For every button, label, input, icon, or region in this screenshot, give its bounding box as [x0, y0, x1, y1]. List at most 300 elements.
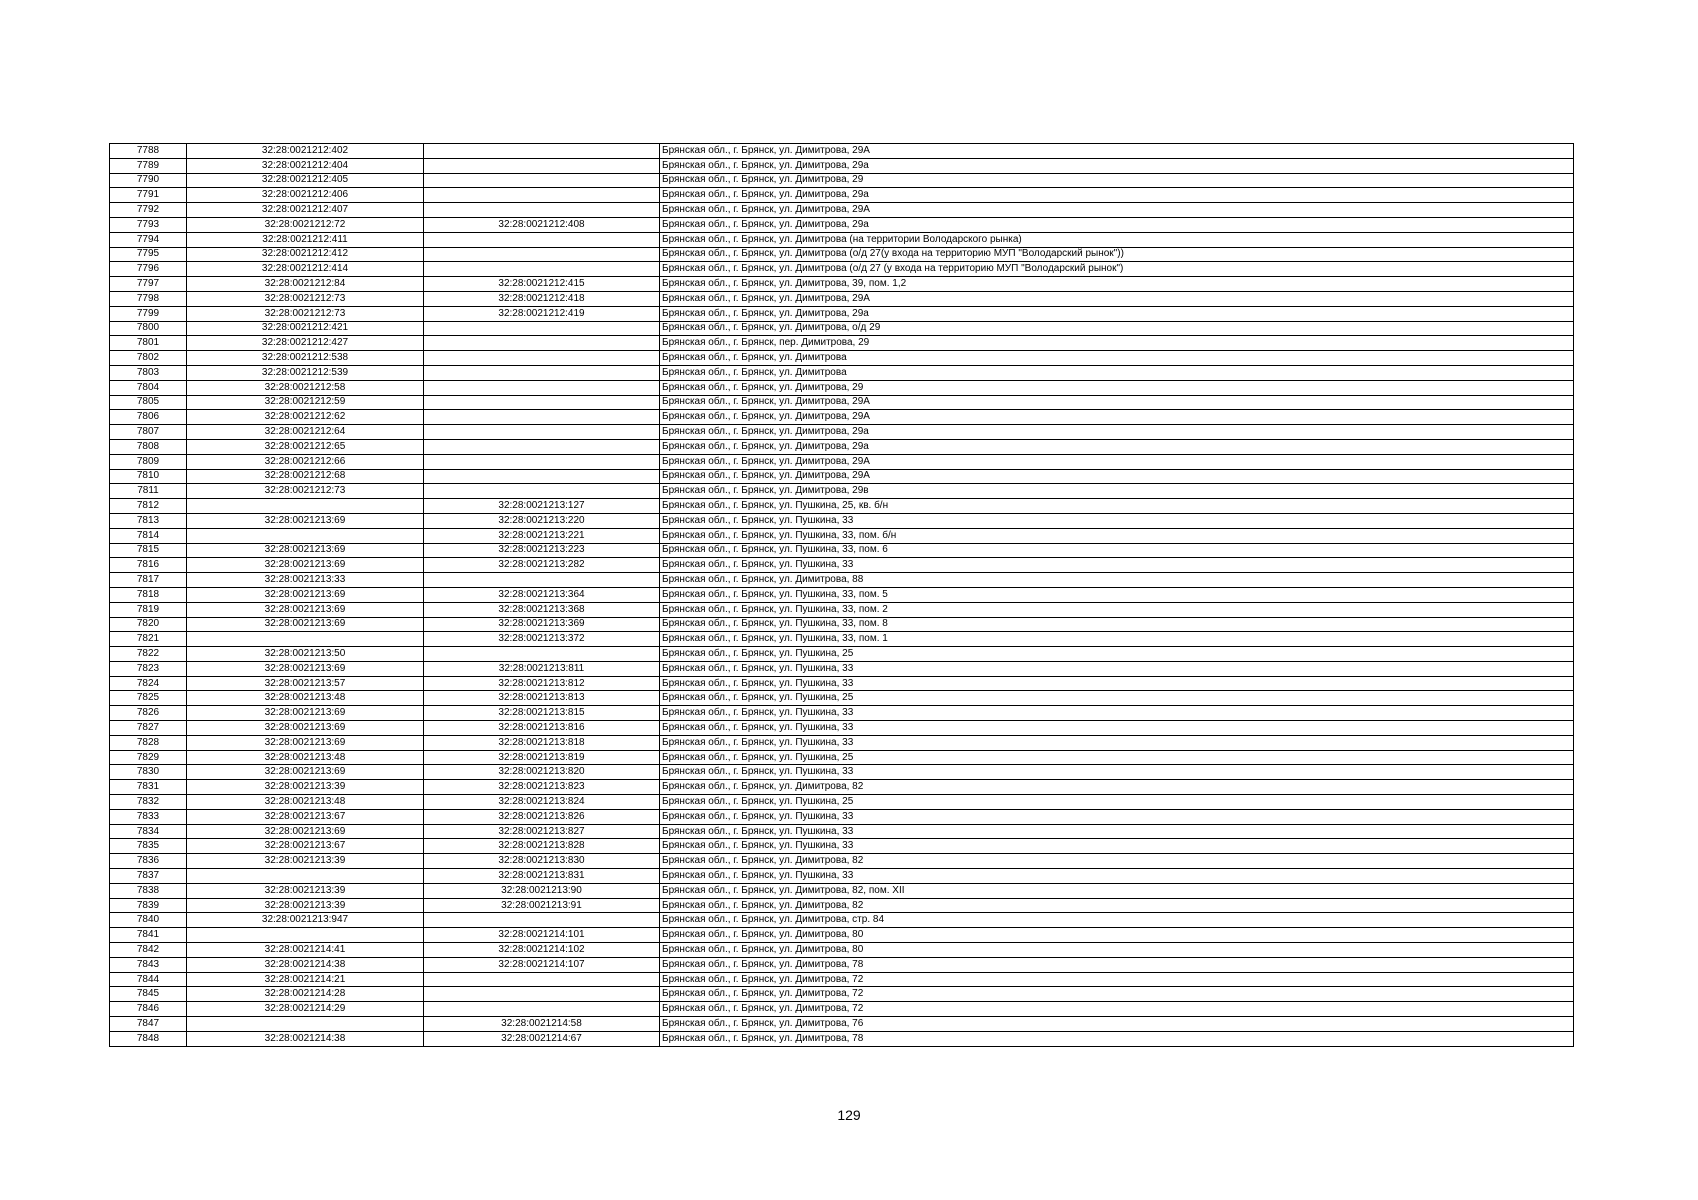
land-plot-cadastral-cell: 32:28:0021212:539 — [187, 365, 424, 380]
object-cadastral-cell: 32:28:0021213:369 — [424, 617, 660, 632]
table-row — [110, 987, 1574, 1002]
land-plot-cadastral-cell: 32:28:0021212:68 — [187, 469, 424, 484]
row-number-cell: 7830 — [110, 765, 187, 780]
address-cell: Брянская обл., г. Брянск, ул. Пушкина, 33, пом. 5 — [660, 587, 1574, 602]
table-row — [110, 469, 1574, 484]
object-cadastral-cell: 32:28:0021213:815 — [424, 706, 660, 721]
table-row — [110, 454, 1574, 469]
table-row — [110, 1017, 1574, 1032]
land-plot-cadastral-cell: 32:28:0021212:412 — [187, 247, 424, 262]
table-row — [110, 765, 1574, 780]
land-plot-cadastral-cell: 32:28:0021212:427 — [187, 336, 424, 351]
land-plot-cadastral-cell — [187, 499, 424, 514]
table-row — [110, 676, 1574, 691]
address-cell: Брянская обл., г. Брянск, пер. Димитрова, 29 — [660, 336, 1574, 351]
row-number-cell: 7813 — [110, 513, 187, 528]
address-cell: Брянская обл., г. Брянск, ул. Димитрова, 78 — [660, 957, 1574, 972]
address-cell: Брянская обл., г. Брянск, ул. Димитрова — [660, 351, 1574, 366]
row-number-cell: 7797 — [110, 277, 187, 292]
address-cell: Брянская обл., г. Брянск, ул. Пушкина, 33, пом. 1 — [660, 632, 1574, 647]
land-plot-cadastral-cell: 32:28:0021213:69 — [187, 513, 424, 528]
row-number-cell: 7820 — [110, 617, 187, 632]
object-cadastral-cell — [424, 647, 660, 662]
land-plot-cadastral-cell: 32:28:0021212:402 — [187, 144, 424, 159]
land-plot-cadastral-cell: 32:28:0021214:28 — [187, 987, 424, 1002]
table-row — [110, 795, 1574, 810]
table-row — [110, 721, 1574, 736]
address-cell: Брянская обл., г. Брянск, ул. Пушкина, 25 — [660, 691, 1574, 706]
object-cadastral-cell: 32:28:0021213:819 — [424, 750, 660, 765]
table-row — [110, 706, 1574, 721]
table-row — [110, 365, 1574, 380]
land-plot-cadastral-cell: 32:28:0021212:73 — [187, 291, 424, 306]
object-cadastral-cell: 32:28:0021212:415 — [424, 277, 660, 292]
object-cadastral-cell: 32:28:0021212:419 — [424, 306, 660, 321]
row-number-cell: 7844 — [110, 972, 187, 987]
address-cell: Брянская обл., г. Брянск, ул. Пушкина, 33 — [660, 735, 1574, 750]
land-plot-cadastral-cell: 32:28:0021213:33 — [187, 573, 424, 588]
land-plot-cadastral-cell: 32:28:0021214:38 — [187, 1031, 424, 1046]
table-row — [110, 780, 1574, 795]
address-cell: Брянская обл., г. Брянск, ул. Пушкина, 25, кв. б/н — [660, 499, 1574, 514]
land-plot-cadastral-cell: 32:28:0021212:411 — [187, 232, 424, 247]
row-number-cell: 7823 — [110, 661, 187, 676]
table-row — [110, 1002, 1574, 1017]
address-cell: Брянская обл., г. Брянск, ул. Димитрова, 82, пом. XII — [660, 883, 1574, 898]
row-number-cell: 7814 — [110, 528, 187, 543]
land-plot-cadastral-cell — [187, 869, 424, 884]
table-row — [110, 425, 1574, 440]
row-number-cell: 7836 — [110, 854, 187, 869]
row-number-cell: 7817 — [110, 573, 187, 588]
row-number-cell: 7835 — [110, 839, 187, 854]
land-plot-cadastral-cell: 32:28:0021212:405 — [187, 173, 424, 188]
object-cadastral-cell: 32:28:0021214:101 — [424, 928, 660, 943]
row-number-cell: 7832 — [110, 795, 187, 810]
row-number-cell: 7837 — [110, 869, 187, 884]
address-cell: Брянская обл., г. Брянск, ул. Пушкина, 25 — [660, 750, 1574, 765]
object-cadastral-cell: 32:28:0021213:828 — [424, 839, 660, 854]
land-plot-cadastral-cell: 32:28:0021213:69 — [187, 765, 424, 780]
address-cell: Брянская обл., г. Брянск, ул. Димитрова, 29а — [660, 425, 1574, 440]
land-plot-cadastral-cell: 32:28:0021214:29 — [187, 1002, 424, 1017]
land-plot-cadastral-cell: 32:28:0021214:38 — [187, 957, 424, 972]
row-number-cell: 7802 — [110, 351, 187, 366]
row-number-cell: 7828 — [110, 735, 187, 750]
object-cadastral-cell: 32:28:0021213:220 — [424, 513, 660, 528]
row-number-cell: 7825 — [110, 691, 187, 706]
address-cell: Брянская обл., г. Брянск, ул. Димитрова — [660, 365, 1574, 380]
address-cell: Брянская обл., г. Брянск, ул. Пушкина, 33, пом. 8 — [660, 617, 1574, 632]
row-number-cell: 7843 — [110, 957, 187, 972]
land-plot-cadastral-cell: 32:28:0021212:421 — [187, 321, 424, 336]
land-plot-cadastral-cell: 32:28:0021213:39 — [187, 898, 424, 913]
table-row — [110, 558, 1574, 573]
table-row — [110, 898, 1574, 913]
object-cadastral-cell — [424, 365, 660, 380]
object-cadastral-cell — [424, 380, 660, 395]
object-cadastral-cell: 32:28:0021213:831 — [424, 869, 660, 884]
land-plot-cadastral-cell: 32:28:0021212:414 — [187, 262, 424, 277]
row-number-cell: 7838 — [110, 883, 187, 898]
object-cadastral-cell: 32:28:0021213:826 — [424, 809, 660, 824]
object-cadastral-cell: 32:28:0021213:90 — [424, 883, 660, 898]
object-cadastral-cell: 32:28:0021212:408 — [424, 217, 660, 232]
table-row — [110, 913, 1574, 928]
object-cadastral-cell: 32:28:0021213:372 — [424, 632, 660, 647]
table-row — [110, 957, 1574, 972]
row-number-cell: 7788 — [110, 144, 187, 159]
land-plot-cadastral-cell: 32:28:0021213:69 — [187, 558, 424, 573]
address-cell: Брянская обл., г. Брянск, ул. Пушкина, 33, пом. 2 — [660, 602, 1574, 617]
land-plot-cadastral-cell — [187, 632, 424, 647]
address-cell: Брянская обл., г. Брянск, ул. Димитрова, 80 — [660, 943, 1574, 958]
table-row — [110, 869, 1574, 884]
object-cadastral-cell: 32:28:0021213:368 — [424, 602, 660, 617]
table-row — [110, 277, 1574, 292]
row-number-cell: 7841 — [110, 928, 187, 943]
land-plot-cadastral-cell: 32:28:0021213:69 — [187, 706, 424, 721]
row-number-cell: 7805 — [110, 395, 187, 410]
row-number-cell: 7794 — [110, 232, 187, 247]
land-plot-cadastral-cell: 32:28:0021213:39 — [187, 854, 424, 869]
object-cadastral-cell: 32:28:0021213:820 — [424, 765, 660, 780]
address-cell: Брянская обл., г. Брянск, ул. Пушкина, 33 — [660, 676, 1574, 691]
row-number-cell: 7819 — [110, 602, 187, 617]
table-row — [110, 735, 1574, 750]
table-row — [110, 395, 1574, 410]
land-plot-cadastral-cell — [187, 928, 424, 943]
land-plot-cadastral-cell: 32:28:0021214:41 — [187, 943, 424, 958]
address-cell: Брянская обл., г. Брянск, ул. Димитрова, 72 — [660, 987, 1574, 1002]
table-row — [110, 883, 1574, 898]
row-number-cell: 7845 — [110, 987, 187, 1002]
table-row — [110, 499, 1574, 514]
row-number-cell: 7790 — [110, 173, 187, 188]
land-plot-cadastral-cell: 32:28:0021213:69 — [187, 661, 424, 676]
object-cadastral-cell — [424, 247, 660, 262]
row-number-cell: 7810 — [110, 469, 187, 484]
row-number-cell: 7827 — [110, 721, 187, 736]
address-cell: Брянская обл., г. Брянск, ул. Пушкина, 33 — [660, 721, 1574, 736]
row-number-cell: 7807 — [110, 425, 187, 440]
land-plot-cadastral-cell: 32:28:0021212:64 — [187, 425, 424, 440]
land-plot-cadastral-cell: 32:28:0021212:58 — [187, 380, 424, 395]
land-plot-cadastral-cell: 32:28:0021212:59 — [187, 395, 424, 410]
object-cadastral-cell — [424, 1002, 660, 1017]
address-cell: Брянская обл., г. Брянск, ул. Димитрова, 76 — [660, 1017, 1574, 1032]
page-number: 129 — [837, 1107, 861, 1123]
object-cadastral-cell — [424, 469, 660, 484]
row-number-cell: 7796 — [110, 262, 187, 277]
address-cell: Брянская обл., г. Брянск, ул. Пушкина, 33 — [660, 824, 1574, 839]
table-row — [110, 587, 1574, 602]
object-cadastral-cell — [424, 425, 660, 440]
land-plot-cadastral-cell: 32:28:0021213:67 — [187, 839, 424, 854]
row-number-cell: 7824 — [110, 676, 187, 691]
table-row — [110, 809, 1574, 824]
table-row — [110, 943, 1574, 958]
table-row — [110, 217, 1574, 232]
row-number-cell: 7809 — [110, 454, 187, 469]
row-number-cell: 7803 — [110, 365, 187, 380]
address-cell: Брянская обл., г. Брянск, ул. Пушкина, 33 — [660, 765, 1574, 780]
address-cell: Брянская обл., г. Брянск, ул. Димитрова, 29а — [660, 188, 1574, 203]
land-plot-cadastral-cell: 32:28:0021213:69 — [187, 721, 424, 736]
address-cell: Брянская обл., г. Брянск, ул. Пушкина, 33, пом. б/н — [660, 528, 1574, 543]
row-number-cell: 7840 — [110, 913, 187, 928]
table-row — [110, 528, 1574, 543]
address-cell: Брянская обл., г. Брянск, ул. Пушкина, 33 — [660, 869, 1574, 884]
object-cadastral-cell — [424, 484, 660, 499]
land-plot-cadastral-cell: 32:28:0021212:404 — [187, 158, 424, 173]
row-number-cell: 7801 — [110, 336, 187, 351]
object-cadastral-cell — [424, 144, 660, 159]
table-row — [110, 351, 1574, 366]
table-row — [110, 617, 1574, 632]
address-cell: Брянская обл., г. Брянск, ул. Димитрова, 39, пом. 1,2 — [660, 277, 1574, 292]
table-row — [110, 647, 1574, 662]
object-cadastral-cell — [424, 203, 660, 218]
object-cadastral-cell: 32:28:0021212:418 — [424, 291, 660, 306]
row-number-cell: 7816 — [110, 558, 187, 573]
address-cell: Брянская обл., г. Брянск, ул. Пушкина, 33 — [660, 513, 1574, 528]
land-plot-cadastral-cell: 32:28:0021212:62 — [187, 410, 424, 425]
object-cadastral-cell: 32:28:0021213:811 — [424, 661, 660, 676]
object-cadastral-cell: 32:28:0021214:102 — [424, 943, 660, 958]
object-cadastral-cell — [424, 188, 660, 203]
object-cadastral-cell — [424, 351, 660, 366]
object-cadastral-cell: 32:28:0021213:812 — [424, 676, 660, 691]
table-row — [110, 543, 1574, 558]
object-cadastral-cell: 32:28:0021213:221 — [424, 528, 660, 543]
address-cell: Брянская обл., г. Брянск, ул. Димитрова, 72 — [660, 1002, 1574, 1017]
object-cadastral-cell — [424, 321, 660, 336]
address-cell: Брянская обл., г. Брянск, ул. Димитрова (о/д 27(у входа на территорию МУП "Володарский рынок")) — [660, 247, 1574, 262]
land-plot-cadastral-cell: 32:28:0021213:57 — [187, 676, 424, 691]
table-row — [110, 513, 1574, 528]
table-row — [110, 144, 1574, 159]
row-number-cell: 7846 — [110, 1002, 187, 1017]
land-plot-cadastral-cell: 32:28:0021212:65 — [187, 439, 424, 454]
land-plot-cadastral-cell: 32:28:0021213:50 — [187, 647, 424, 662]
land-plot-cadastral-cell: 32:28:0021213:69 — [187, 824, 424, 839]
object-cadastral-cell — [424, 439, 660, 454]
address-cell: Брянская обл., г. Брянск, ул. Пушкина, 33 — [660, 706, 1574, 721]
table-row — [110, 439, 1574, 454]
address-cell: Брянская обл., г. Брянск, ул. Пушкина, 33 — [660, 661, 1574, 676]
address-cell: Брянская обл., г. Брянск, ул. Димитрова, 29а — [660, 439, 1574, 454]
address-cell: Брянская обл., г. Брянск, ул. Димитрова, 29а — [660, 217, 1574, 232]
address-cell: Брянская обл., г. Брянск, ул. Димитрова, 29 — [660, 380, 1574, 395]
address-cell: Брянская обл., г. Брянск, ул. Димитрова, 29А — [660, 203, 1574, 218]
object-cadastral-cell: 32:28:0021213:282 — [424, 558, 660, 573]
address-cell: Брянская обл., г. Брянск, ул. Димитрова, 29в — [660, 484, 1574, 499]
row-number-cell: 7792 — [110, 203, 187, 218]
object-cadastral-cell: 32:28:0021213:364 — [424, 587, 660, 602]
land-plot-cadastral-cell: 32:28:0021213:947 — [187, 913, 424, 928]
land-plot-cadastral-cell: 32:28:0021213:67 — [187, 809, 424, 824]
address-cell: Брянская обл., г. Брянск, ул. Димитрова, 29А — [660, 469, 1574, 484]
object-cadastral-cell — [424, 972, 660, 987]
object-cadastral-cell: 32:28:0021213:127 — [424, 499, 660, 514]
address-cell: Брянская обл., г. Брянск, ул. Пушкина, 33, пом. 6 — [660, 543, 1574, 558]
table-row — [110, 203, 1574, 218]
object-cadastral-cell: 32:28:0021214:58 — [424, 1017, 660, 1032]
address-cell: Брянская обл., г. Брянск, ул. Димитрова, 78 — [660, 1031, 1574, 1046]
row-number-cell: 7821 — [110, 632, 187, 647]
row-number-cell: 7839 — [110, 898, 187, 913]
object-cadastral-cell — [424, 573, 660, 588]
land-plot-cadastral-cell: 32:28:0021213:69 — [187, 543, 424, 558]
registry-table — [109, 143, 1574, 1047]
address-cell: Брянская обл., г. Брянск, ул. Димитрова, 29А — [660, 291, 1574, 306]
table-row — [110, 484, 1574, 499]
address-cell: Брянская обл., г. Брянск, ул. Димитрова, 82 — [660, 854, 1574, 869]
row-number-cell: 7789 — [110, 158, 187, 173]
table-row — [110, 262, 1574, 277]
address-cell: Брянская обл., г. Брянск, ул. Димитрова, 80 — [660, 928, 1574, 943]
table-row — [110, 632, 1574, 647]
object-cadastral-cell: 32:28:0021213:830 — [424, 854, 660, 869]
table-row — [110, 824, 1574, 839]
address-cell: Брянская обл., г. Брянск, ул. Димитрова (о/д 27 (у входа на территорию МУП "Володарский рынок") — [660, 262, 1574, 277]
land-plot-cadastral-cell: 32:28:0021212:84 — [187, 277, 424, 292]
address-cell: Брянская обл., г. Брянск, ул. Димитрова, стр. 84 — [660, 913, 1574, 928]
object-cadastral-cell — [424, 395, 660, 410]
address-cell: Брянская обл., г. Брянск, ул. Димитрова, о/д 29 — [660, 321, 1574, 336]
object-cadastral-cell — [424, 913, 660, 928]
table-row — [110, 602, 1574, 617]
table-row — [110, 854, 1574, 869]
row-number-cell: 7822 — [110, 647, 187, 662]
table-row — [110, 972, 1574, 987]
address-cell: Брянская обл., г. Брянск, ул. Димитрова (на территории Володарского рынка) — [660, 232, 1574, 247]
row-number-cell: 7826 — [110, 706, 187, 721]
address-cell: Брянская обл., г. Брянск, ул. Димитрова, 29а — [660, 158, 1574, 173]
address-cell: Брянская обл., г. Брянск, ул. Димитрова, 29А — [660, 410, 1574, 425]
object-cadastral-cell: 32:28:0021214:107 — [424, 957, 660, 972]
land-plot-cadastral-cell — [187, 1017, 424, 1032]
row-number-cell: 7848 — [110, 1031, 187, 1046]
table-row — [110, 928, 1574, 943]
land-plot-cadastral-cell: 32:28:0021213:48 — [187, 750, 424, 765]
land-plot-cadastral-cell: 32:28:0021213:48 — [187, 795, 424, 810]
object-cadastral-cell: 32:28:0021213:91 — [424, 898, 660, 913]
address-cell: Брянская обл., г. Брянск, ул. Димитрова, 72 — [660, 972, 1574, 987]
address-cell: Брянская обл., г. Брянск, ул. Димитрова, 29А — [660, 395, 1574, 410]
row-number-cell: 7847 — [110, 1017, 187, 1032]
row-number-cell: 7798 — [110, 291, 187, 306]
table-row — [110, 410, 1574, 425]
land-plot-cadastral-cell: 32:28:0021214:21 — [187, 972, 424, 987]
address-cell: Брянская обл., г. Брянск, ул. Димитрова, 88 — [660, 573, 1574, 588]
land-plot-cadastral-cell: 32:28:0021213:39 — [187, 883, 424, 898]
table-row — [110, 573, 1574, 588]
address-cell: Брянская обл., г. Брянск, ул. Пушкина, 33 — [660, 558, 1574, 573]
land-plot-cadastral-cell — [187, 528, 424, 543]
land-plot-cadastral-cell: 32:28:0021212:66 — [187, 454, 424, 469]
row-number-cell: 7793 — [110, 217, 187, 232]
object-cadastral-cell: 32:28:0021214:67 — [424, 1031, 660, 1046]
land-plot-cadastral-cell: 32:28:0021212:538 — [187, 351, 424, 366]
table-row — [110, 247, 1574, 262]
row-number-cell: 7804 — [110, 380, 187, 395]
row-number-cell: 7791 — [110, 188, 187, 203]
land-plot-cadastral-cell: 32:28:0021212:407 — [187, 203, 424, 218]
address-cell: Брянская обл., г. Брянск, ул. Пушкина, 25 — [660, 795, 1574, 810]
row-number-cell: 7831 — [110, 780, 187, 795]
row-number-cell: 7808 — [110, 439, 187, 454]
land-plot-cadastral-cell: 32:28:0021213:69 — [187, 602, 424, 617]
object-cadastral-cell — [424, 336, 660, 351]
object-cadastral-cell: 32:28:0021213:827 — [424, 824, 660, 839]
address-cell: Брянская обл., г. Брянск, ул. Димитрова, 29 — [660, 173, 1574, 188]
address-cell: Брянская обл., г. Брянск, ул. Димитрова, 82 — [660, 780, 1574, 795]
land-plot-cadastral-cell: 32:28:0021212:406 — [187, 188, 424, 203]
land-plot-cadastral-cell: 32:28:0021212:72 — [187, 217, 424, 232]
table-row — [110, 158, 1574, 173]
object-cadastral-cell: 32:28:0021213:818 — [424, 735, 660, 750]
land-plot-cadastral-cell: 32:28:0021212:73 — [187, 306, 424, 321]
address-cell: Брянская обл., г. Брянск, ул. Пушкина, 25 — [660, 647, 1574, 662]
object-cadastral-cell — [424, 232, 660, 247]
object-cadastral-cell — [424, 987, 660, 1002]
object-cadastral-cell — [424, 454, 660, 469]
land-plot-cadastral-cell: 32:28:0021213:69 — [187, 735, 424, 750]
address-cell: Брянская обл., г. Брянск, ул. Димитрова, 29а — [660, 306, 1574, 321]
table-row — [110, 750, 1574, 765]
address-cell: Брянская обл., г. Брянск, ул. Димитрова, 29А — [660, 144, 1574, 159]
object-cadastral-cell: 32:28:0021213:823 — [424, 780, 660, 795]
row-number-cell: 7833 — [110, 809, 187, 824]
table-row — [110, 380, 1574, 395]
land-plot-cadastral-cell: 32:28:0021213:39 — [187, 780, 424, 795]
land-plot-cadastral-cell: 32:28:0021213:69 — [187, 587, 424, 602]
row-number-cell: 7800 — [110, 321, 187, 336]
table-row — [110, 661, 1574, 676]
land-plot-cadastral-cell: 32:28:0021212:73 — [187, 484, 424, 499]
row-number-cell: 7806 — [110, 410, 187, 425]
table-row — [110, 336, 1574, 351]
land-plot-cadastral-cell: 32:28:0021213:69 — [187, 617, 424, 632]
object-cadastral-cell — [424, 410, 660, 425]
land-plot-cadastral-cell: 32:28:0021213:48 — [187, 691, 424, 706]
registry-table-body — [110, 144, 1574, 1047]
row-number-cell: 7829 — [110, 750, 187, 765]
row-number-cell: 7811 — [110, 484, 187, 499]
row-number-cell: 7812 — [110, 499, 187, 514]
row-number-cell: 7795 — [110, 247, 187, 262]
row-number-cell: 7799 — [110, 306, 187, 321]
table-row — [110, 232, 1574, 247]
object-cadastral-cell: 32:28:0021213:813 — [424, 691, 660, 706]
row-number-cell: 7834 — [110, 824, 187, 839]
address-cell: Брянская обл., г. Брянск, ул. Димитрова, 82 — [660, 898, 1574, 913]
object-cadastral-cell: 32:28:0021213:223 — [424, 543, 660, 558]
object-cadastral-cell — [424, 173, 660, 188]
row-number-cell: 7815 — [110, 543, 187, 558]
address-cell: Брянская обл., г. Брянск, ул. Пушкина, 33 — [660, 809, 1574, 824]
address-cell: Брянская обл., г. Брянск, ул. Димитрова, 29А — [660, 454, 1574, 469]
object-cadastral-cell — [424, 262, 660, 277]
table-row — [110, 188, 1574, 203]
object-cadastral-cell: 32:28:0021213:824 — [424, 795, 660, 810]
table-row — [110, 691, 1574, 706]
table-row — [110, 173, 1574, 188]
table-row — [110, 291, 1574, 306]
table-row — [110, 321, 1574, 336]
